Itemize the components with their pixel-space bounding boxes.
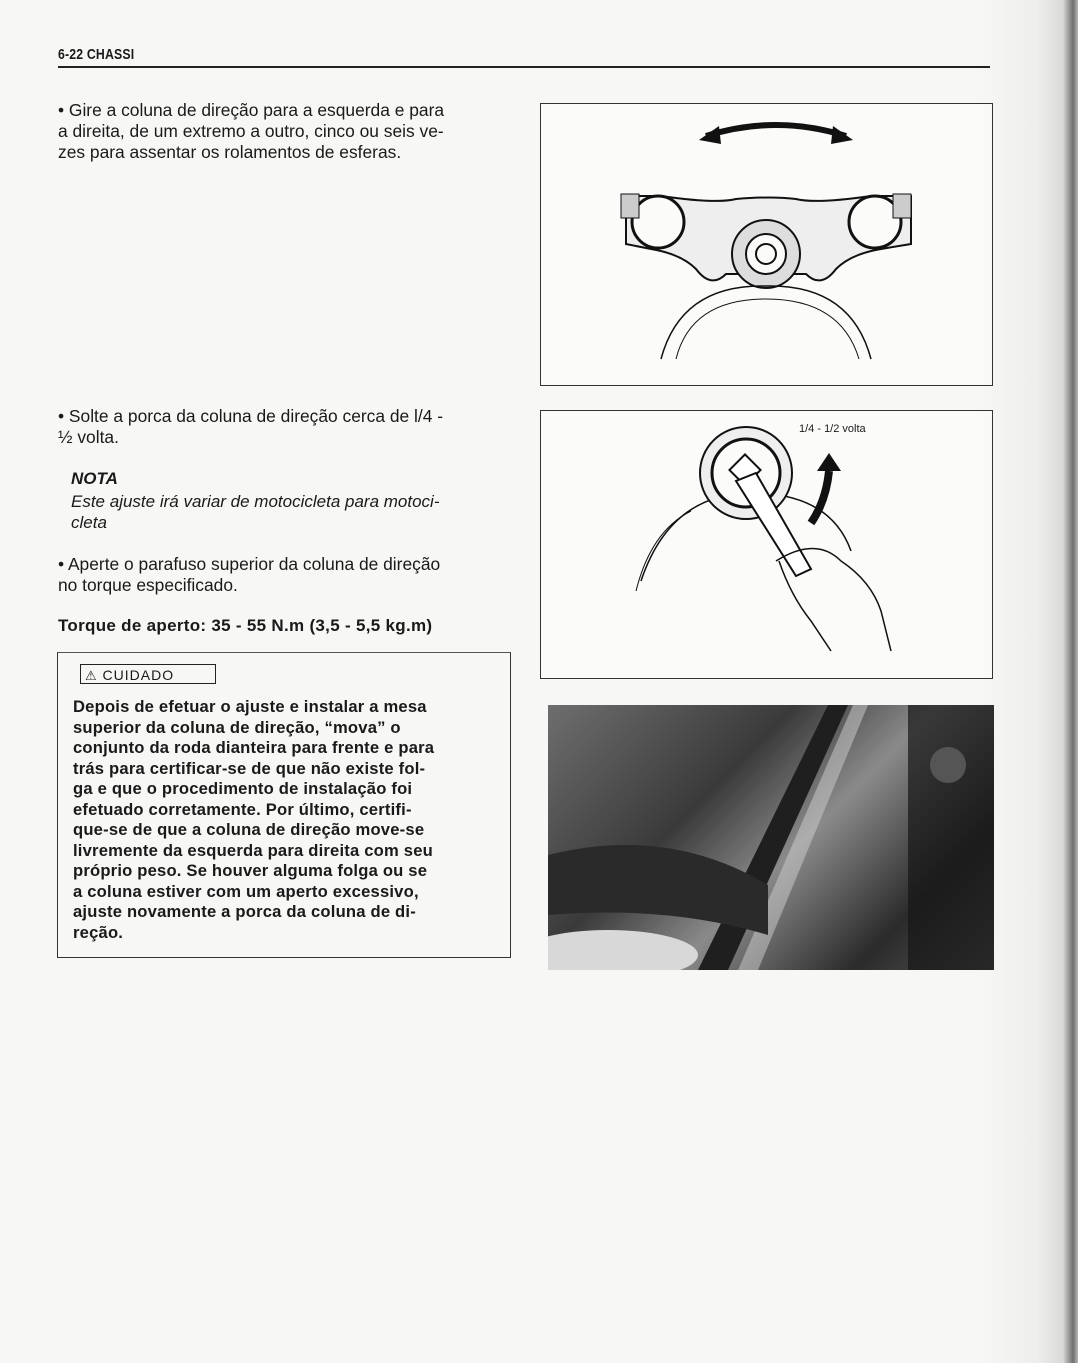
- wrench-drawing: [541, 411, 992, 678]
- caution-label: [80, 664, 216, 684]
- scan-edge-shadow: [978, 0, 1078, 1363]
- steering-bracket-drawing: [541, 104, 992, 385]
- nota-title: NOTA: [71, 469, 118, 488]
- nota-text: Este ajuste irá variar de motocicleta para motoci- cleta: [71, 492, 440, 532]
- page-header: 6-22 CHASSI: [58, 46, 135, 63]
- figure-turn-label: 1/4 - 1/2 volta: [799, 423, 866, 435]
- figure-steering-rotation: [540, 103, 993, 386]
- step-loosen-nut: • Solte a porca da coluna de direção cerca de l/4 - ½ volta.: [58, 406, 444, 447]
- header-rule: [58, 66, 990, 68]
- photo-front-wheel-check: [548, 705, 994, 970]
- caution-label-text: CUIDADO: [102, 667, 175, 683]
- torque-spec: Torque de aperto: 35 - 55 N.m (3,5 - 5,5 kg.m): [58, 616, 433, 635]
- photo-shapes: [548, 705, 994, 970]
- step-rotate-column: • Gire a coluna de direção para a esquerda e para a direita, de um extremo a outro, cinco ou seis ve- zes para assentar os rolamentos de esferas.: [58, 100, 445, 162]
- caution-text: Depois de efetuar o ajuste e instalar a mesa superior da coluna de direção, “mova” o conjunto da roda dianteira para frente e para trás para certificar-se de que não existe fol- ga e que o procedimento de instalação foi efetuado corretamente. Por último, certifi- que-se de que a coluna de direção move-se livremente da esquerda para direita com seu próprio peso. Se houver alguma folga ou se a coluna estiver com um aperto excessivo, ajuste novamente a porca da coluna de di- reção.: [73, 697, 435, 942]
- warning-icon: ⚠: [85, 668, 98, 683]
- figure-wrench-nut: [540, 410, 993, 679]
- step-tighten-bolt: • Aperte o parafuso superior da coluna de direção no torque especificado.: [58, 554, 441, 595]
